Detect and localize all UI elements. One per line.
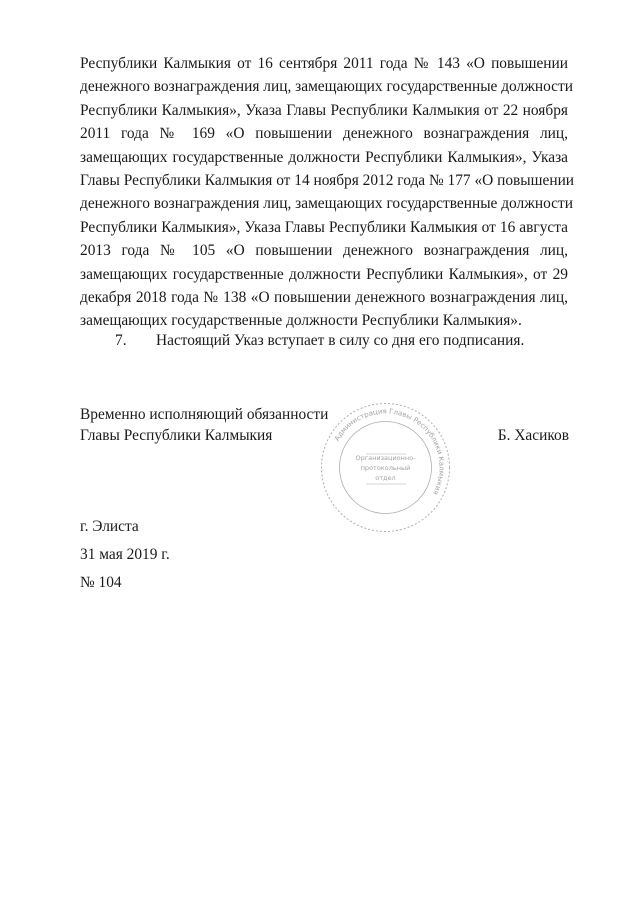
decree-body-paragraph: [80, 52, 575, 333]
body-line: Республики Калмыкия», Указа Главы Республики Калмыкия от 22 ноября: [80, 101, 568, 119]
body-line: декабря 2018 года № 138 «О повышении денежного вознаграждения лиц,: [80, 288, 568, 306]
body-line: замещающих государственные должности Республики Калмыкия», Указа: [80, 148, 568, 166]
body-line: Республики Калмыкия», Указа Главы Республики Калмыкия от 16 августа: [80, 218, 568, 236]
body-line: денежного вознаграждения лиц, замещающих государственные должности: [80, 195, 573, 213]
decree-item-7: [115, 329, 524, 352]
body-line: замещающих государственные должности Республики Калмыкия».: [80, 312, 522, 330]
body-line: 2011 года № 169 «О повышении денежного вознаграждения лиц,: [80, 125, 568, 143]
body-line: денежного вознаграждения лиц, замещающих государственные должности: [80, 78, 573, 96]
signing-date: 31 мая 2019 г.: [80, 546, 170, 563]
signatory-title-line1: Временно исполняющий обязанности: [80, 406, 329, 423]
seal-inner-text-2: протокольный: [360, 464, 411, 472]
place-of-signing: г. Элиста: [80, 518, 139, 535]
seal-inner-text-1: Организационно-: [355, 454, 416, 462]
signatory-name: Б. Хасиков: [497, 427, 569, 444]
item-text: Настоящий Указ вступает в силу со дня его подписания.: [156, 332, 525, 349]
body-line: 2013 года № 105 «О повышении денежного вознаграждения лиц,: [80, 242, 568, 260]
official-seal-stamp: [318, 400, 453, 535]
body-line: Главы Республики Калмыкия от 14 ноября 2012 года № 177 «О повышении: [80, 171, 575, 189]
decree-number: № 104: [80, 574, 122, 591]
signatory-title: [80, 404, 328, 446]
seal-inner-text-3: отдел: [375, 474, 396, 482]
body-line: Республики Калмыкия от 16 сентября 2011 года № 143 «О повышении: [80, 55, 568, 72]
signatory-title-line2: Главы Республики Калмыкия: [80, 427, 273, 444]
item-number: 7.: [115, 332, 127, 349]
body-line: замещающих государственные должности Республики Калмыкия», от 29: [80, 265, 568, 283]
seal-outer-text: Администрация Главы Республики Калмыкия: [332, 407, 446, 497]
decree-footer: [80, 513, 170, 597]
